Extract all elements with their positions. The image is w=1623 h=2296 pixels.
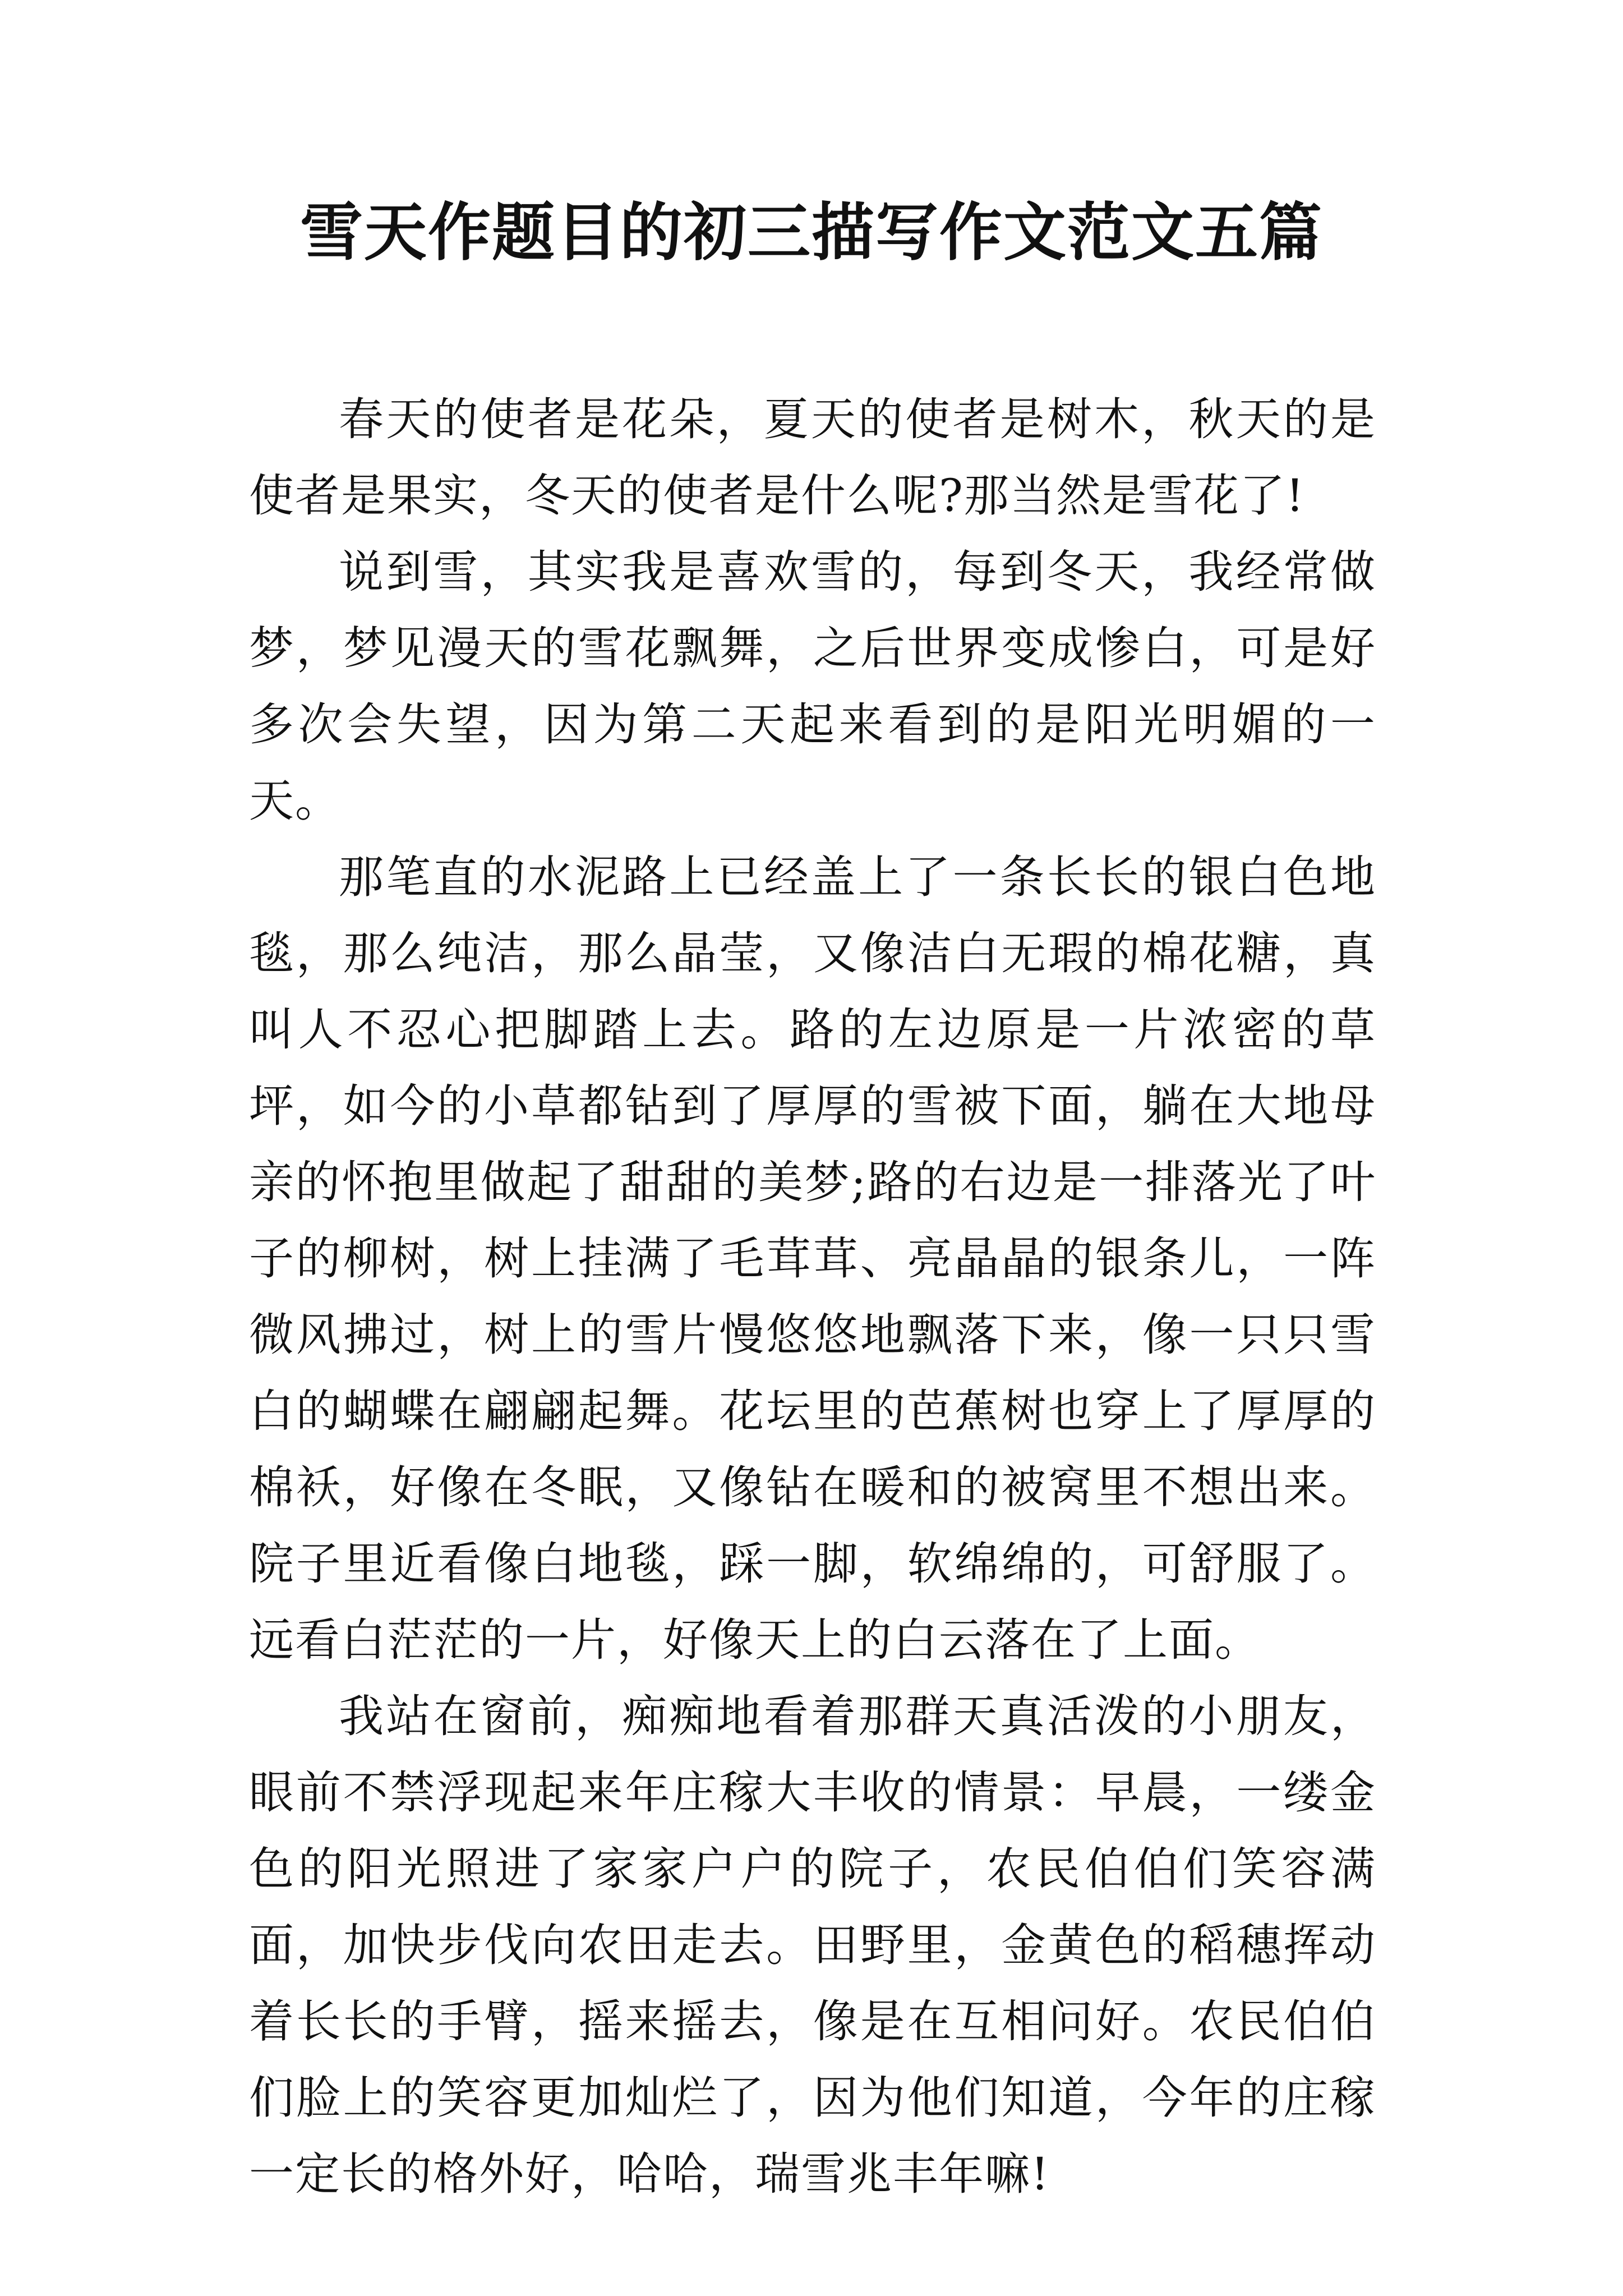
document-title: 雪天作题目的初三描写作文范文五篇: [300, 196, 1323, 269]
document-body: [249, 381, 1376, 2212]
paragraph-1: 春天的使者是花朵，夏天的使者是树木，秋天的是使者是果实，冬天的使者是什么呢?那当然是雪花了!: [249, 393, 1376, 522]
paragraph-4: 我站在窗前，痴痴地看着那群天真活泼的小朋友，眼前不禁浮现起来年庄稼大丰收的情景：早晨，一缕金色的阳光照进了家家户户的院子，农民伯伯们笑容满面，加快步伐向农田走去。田野里，金黄色的稻穗挥动着长长的手臂，摇来摇去，像是在互相问好。农民伯伯们脸上的笑容更加灿烂了，因为他们知道，今年的庄稼一定长的格外好，哈哈，瑞雪兆丰年嘛!: [249, 1690, 1376, 2200]
paragraph-3: 那笔直的水泥路上已经盖上了一条长长的银白色地毯，那么纯洁，那么晶莹，又像洁白无瑕的棉花糖，真叫人不忍心把脚踏上去。路的左边原是一片浓密的草坪，如今的小草都钻到了厚厚的雪被下面，躺在大地母亲的怀抱里做起了甜甜的美梦;路的右边是一排落光了叶子的柳树，树上挂满了毛茸茸、亮晶晶的银条儿，一阵微风拂过，树上的雪片慢悠悠地飘落下来，像一只只雪白的蝴蝶在翩翩起舞。花坛里的芭蕉树也穿上了厚厚的棉袄，好像在冬眠，又像钻在暖和的被窝里不想出来。院子里近看像白地毯，踩一脚，软绵绵的，可舒服了。远看白茫茫的一片，好像天上的白云落在了上面。: [249, 851, 1376, 1666]
paragraph-2: 说到雪，其实我是喜欢雪的，每到冬天，我经常做梦，梦见漫天的雪花飘舞，之后世界变成惨白，可是好多次会失望，因为第二天起来看到的是阳光明媚的一天。: [249, 546, 1376, 827]
